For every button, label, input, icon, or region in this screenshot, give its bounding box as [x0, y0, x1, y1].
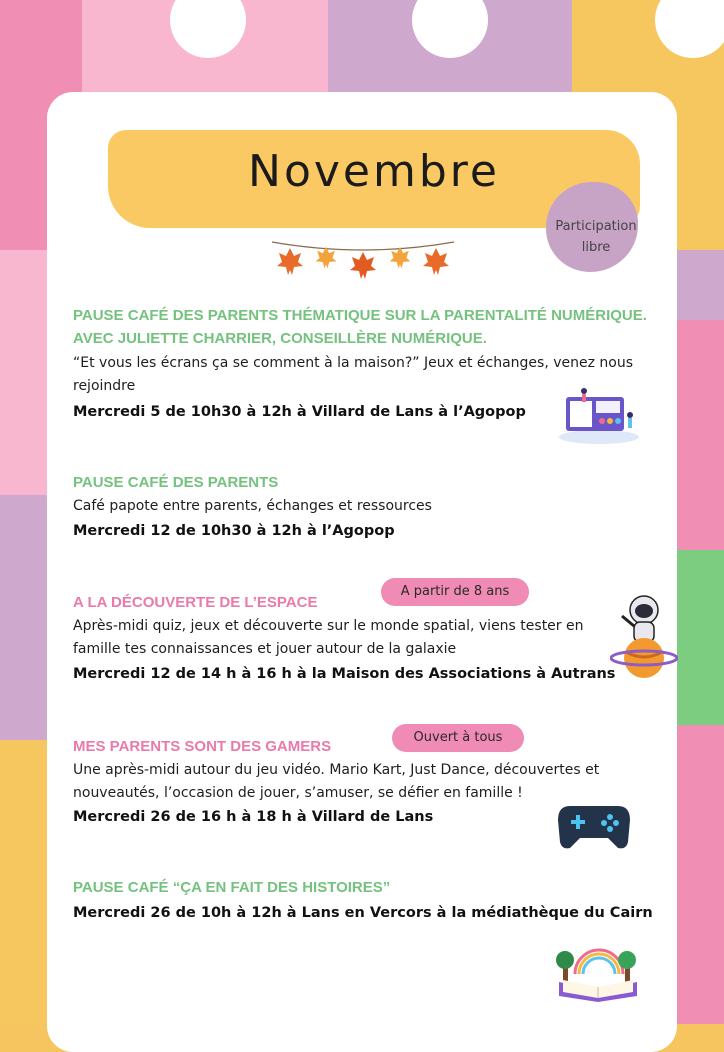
event-1-title — [73, 304, 647, 350]
event-2-description: Café papote entre parents, échanges et ressources — [73, 498, 432, 514]
participation-label — [546, 216, 646, 258]
maple-leaf-icon — [350, 252, 376, 279]
event-3-desc-line-1: Après-midi quiz, jeux et découverte sur le monde spatial, viens tester en — [73, 618, 584, 634]
event-5-datetime: Mercredi 26 de 10h à 12h à Lans en Vercors à la médiathèque du Cairn — [73, 905, 653, 921]
maple-leaf-icon — [423, 248, 449, 275]
participation-line-1: Participation — [555, 219, 637, 234]
puzzle-tile-pink-right-bottom — [677, 725, 724, 1024]
autumn-leaf-garland — [268, 236, 458, 282]
maple-leaf-icon — [277, 248, 303, 275]
puzzle-tile-pink-right — [677, 320, 724, 550]
event-4-desc-line-1: Une après-midi autour du jeu vidéo. Mario Kart, Just Dance, découvertes et — [73, 762, 600, 778]
event-3-desc-line-2: famille tes connaissances et jouer autour de la galaxie — [73, 641, 457, 657]
puzzle-tile-yellow-left — [0, 740, 47, 1024]
audience-badge: Ouvert à tous — [392, 724, 524, 752]
event-1-title-line-2: AVEC JULIETTE CHARRIER, CONSEILLÈRE NUMÉRIQUE. — [73, 330, 487, 347]
open-storybook-illustration — [555, 940, 641, 1002]
event-1-datetime: Mercredi 5 de 10h30 à 12h à Villard de Lans à l’Agopop — [73, 404, 526, 420]
digital-screens-illustration — [556, 385, 642, 445]
astronaut-planet-illustration — [610, 592, 678, 682]
gamepad-icon — [556, 800, 632, 852]
event-3-title: A LA DÉCOUVERTE DE L’ESPACE — [73, 594, 318, 611]
maple-leaf-icon — [390, 247, 411, 269]
event-3-description — [73, 615, 633, 661]
event-4-description — [73, 759, 633, 805]
event-3-datetime: Mercredi 12 de 14 h à 16 h à la Maison des Associations à Autrans — [73, 666, 616, 682]
event-2-datetime: Mercredi 12 de 10h30 à 12h à l’Agopop — [73, 523, 395, 539]
event-2-title: PAUSE CAFÉ DES PARENTS — [73, 474, 279, 491]
puzzle-tile-green-right — [677, 550, 724, 725]
event-4-desc-line-2: nouveautés, l’occasion de jouer, s’amuser, se défier en famille ! — [73, 785, 523, 801]
event-1-desc-line-2: rejoindre — [73, 378, 136, 394]
puzzle-tile-light-pink-left — [0, 250, 47, 495]
page-title: Novembre — [248, 146, 500, 197]
age-badge: A partir de 8 ans — [381, 578, 529, 606]
maple-leaf-icon — [316, 247, 337, 269]
event-1-desc-line-1: “Et vous les écrans ça se comment à la maison?” Jeux et échanges, venez nous — [73, 355, 634, 371]
event-1-description — [73, 352, 633, 398]
event-4-title: MES PARENTS SONT DES GAMERS — [73, 738, 332, 755]
event-1-title-line-1: PAUSE CAFÉ DES PARENTS THÉMATIQUE SUR LA PARENTALITÉ NUMÉRIQUE. — [73, 307, 647, 324]
event-5-title: PAUSE CAFÉ “ÇA EN FAIT DES HISTOIRES” — [73, 879, 391, 896]
event-4-datetime: Mercredi 26 de 16 h à 18 h à Villard de Lans — [73, 809, 434, 825]
participation-line-2: libre — [581, 240, 611, 255]
puzzle-tile-mauve-left — [0, 495, 47, 740]
puzzle-tile-mauve-right — [677, 250, 724, 320]
